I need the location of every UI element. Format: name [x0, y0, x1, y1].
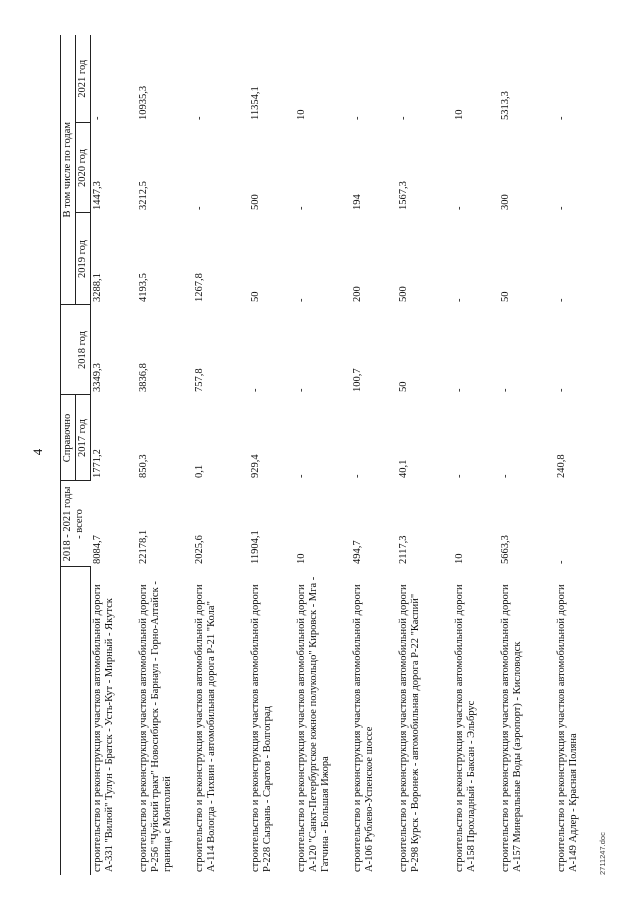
header-blank-name	[61, 567, 76, 875]
table-row	[249, 35, 295, 875]
value-2018: -	[500, 388, 512, 392]
table-row	[397, 35, 453, 875]
value-2018: 3836,8	[138, 363, 150, 392]
value-2017: -	[454, 474, 466, 478]
road-name: строительство и реконструкция участков автомобильной дороги Р-228 Сызрань - Саратов - Волгоград	[250, 584, 274, 872]
value-2018: 50	[398, 381, 410, 392]
value-2020: 300	[500, 194, 512, 210]
value-2021: -	[556, 116, 568, 120]
value-2021: -	[398, 116, 410, 120]
value-2017: -	[500, 474, 512, 478]
header-2020: 2020 год	[76, 123, 91, 213]
road-name: строительство и реконструкция участков автомобильной дороги А-331 "Вилюй" Тулун - Братск - Усть-Кут - Мирный - Якутск	[92, 584, 116, 872]
value-2019: 4193,5	[138, 273, 150, 302]
header-2018: 2018 год	[76, 305, 91, 395]
table-row	[555, 35, 601, 875]
table-row	[351, 35, 397, 875]
value-2021: 10	[454, 109, 466, 120]
value-2021: -	[194, 116, 206, 120]
road-name: строительство и реконструкция участков автомобильной дороги А-158 Прохладный - Баксан - Эльбрус	[454, 584, 478, 872]
table-row	[499, 35, 555, 875]
road-name: строительство и реконструкция участков автомобильной дороги Р-298 Курск - Воронеж - автомобильная дорога Р-22 "Каспий"	[398, 584, 422, 872]
header-blank-name-2	[76, 567, 91, 875]
value-2018: -	[296, 388, 308, 392]
total-value: 2117,3	[398, 535, 410, 564]
total-value: 2025,6	[194, 535, 206, 564]
total-value: 5663,3	[500, 535, 512, 564]
value-2021: 5313,3	[500, 91, 512, 120]
value-2020: -	[194, 206, 206, 210]
value-2017: -	[296, 474, 308, 478]
value-2019: 1267,8	[194, 273, 206, 302]
table-row	[91, 35, 138, 875]
value-2018: 3349,3	[92, 363, 104, 392]
value-2019: -	[296, 298, 308, 302]
value-2020: -	[454, 206, 466, 210]
road-name: строительство и реконструкция участков автомобильной дороги А-120 "Санкт-Петербургское южное полукольцо" Кировск - Мга - Гатчина - Большая Ижора	[296, 576, 332, 872]
value-2018: -	[556, 388, 568, 392]
value-2018: 100,7	[352, 368, 364, 392]
value-2019: 50	[500, 291, 512, 302]
header-2018-top	[61, 305, 76, 395]
road-name: строительство и реконструкция участков автомобильной дороги А-149 Адлер - Красная Поляна	[556, 584, 580, 872]
value-2021: 11354,1	[250, 86, 262, 120]
header-total: 2018 - 2021 годы - всего	[61, 481, 91, 567]
road-name: строительство и реконструкция участков автомобильной дороги А-106 Рублево-Успенское шоссе	[352, 584, 376, 872]
value-2019: 200	[352, 286, 364, 302]
total-value: 22178,1	[138, 529, 150, 564]
value-2020: 1567,3	[398, 181, 410, 210]
value-2018: -	[250, 388, 262, 392]
total-value: 11904,1	[250, 530, 262, 564]
total-value: 494,7	[352, 540, 364, 564]
value-2017: -	[352, 474, 364, 478]
table-row	[193, 35, 249, 875]
road-name: строительство и реконструкция участков автомобильной дороги Р-256 "Чуйский тракт" Новосибирск - Барнаул - Горно-Алтайск - граница с Монголией	[138, 581, 174, 872]
header-2021: 2021 год	[76, 35, 91, 123]
value-2017: 850,3	[138, 454, 150, 478]
budget-table	[60, 35, 601, 875]
total-value: 8084,7	[91, 535, 103, 564]
value-2020: 194	[352, 194, 364, 210]
table-row	[295, 35, 351, 875]
value-2020: 3212,5	[138, 181, 150, 210]
total-value: -	[556, 560, 568, 564]
road-name: строительство и реконструкция участков автомобильной дороги А-157 Минеральные Воды (аэропорт) - Кисловодск	[500, 584, 524, 872]
total-value: 10	[296, 553, 308, 564]
value-2017: 0,1	[194, 464, 206, 478]
header-2019: 2019 год	[76, 213, 91, 305]
value-2019: 500	[398, 286, 410, 302]
value-2020: 500	[250, 194, 262, 210]
value-2017: 929,4	[250, 454, 262, 478]
value-2020: -	[556, 206, 568, 210]
road-name: строительство и реконструкция участков автомобильной дороги А-114 Вологда - Тихвин - автомобильная дорога Р-21 "Кола"	[194, 584, 218, 872]
header-reference: Справочно	[61, 395, 76, 481]
page-number: 4	[30, 448, 45, 456]
total-value: 10	[454, 553, 466, 564]
value-2019: 3288,1	[92, 273, 104, 302]
value-2021: -	[352, 116, 364, 120]
value-2017: 240,8	[556, 454, 568, 478]
value-2019: -	[454, 298, 466, 302]
document-reference: 2711247.doc	[598, 832, 607, 875]
value-2018: -	[454, 388, 466, 392]
rotated-landscape-content	[30, 30, 610, 875]
value-2020: 1447,3	[92, 181, 104, 210]
value-2019: -	[556, 298, 568, 302]
table-row	[453, 35, 499, 875]
value-2017: 40,1	[398, 459, 410, 478]
value-2021: 10	[296, 109, 308, 120]
table-row	[137, 35, 193, 875]
value-2020: -	[296, 206, 308, 210]
header-2017: 2017 год	[76, 395, 91, 481]
value-2019: 50	[250, 291, 262, 302]
value-2021: -	[92, 116, 104, 120]
header-by-years: В том числе по годам	[61, 35, 76, 305]
value-2021: 10935,3	[138, 85, 150, 120]
value-2018: 757,8	[194, 368, 206, 392]
value-2017: 1771,2	[92, 449, 104, 478]
